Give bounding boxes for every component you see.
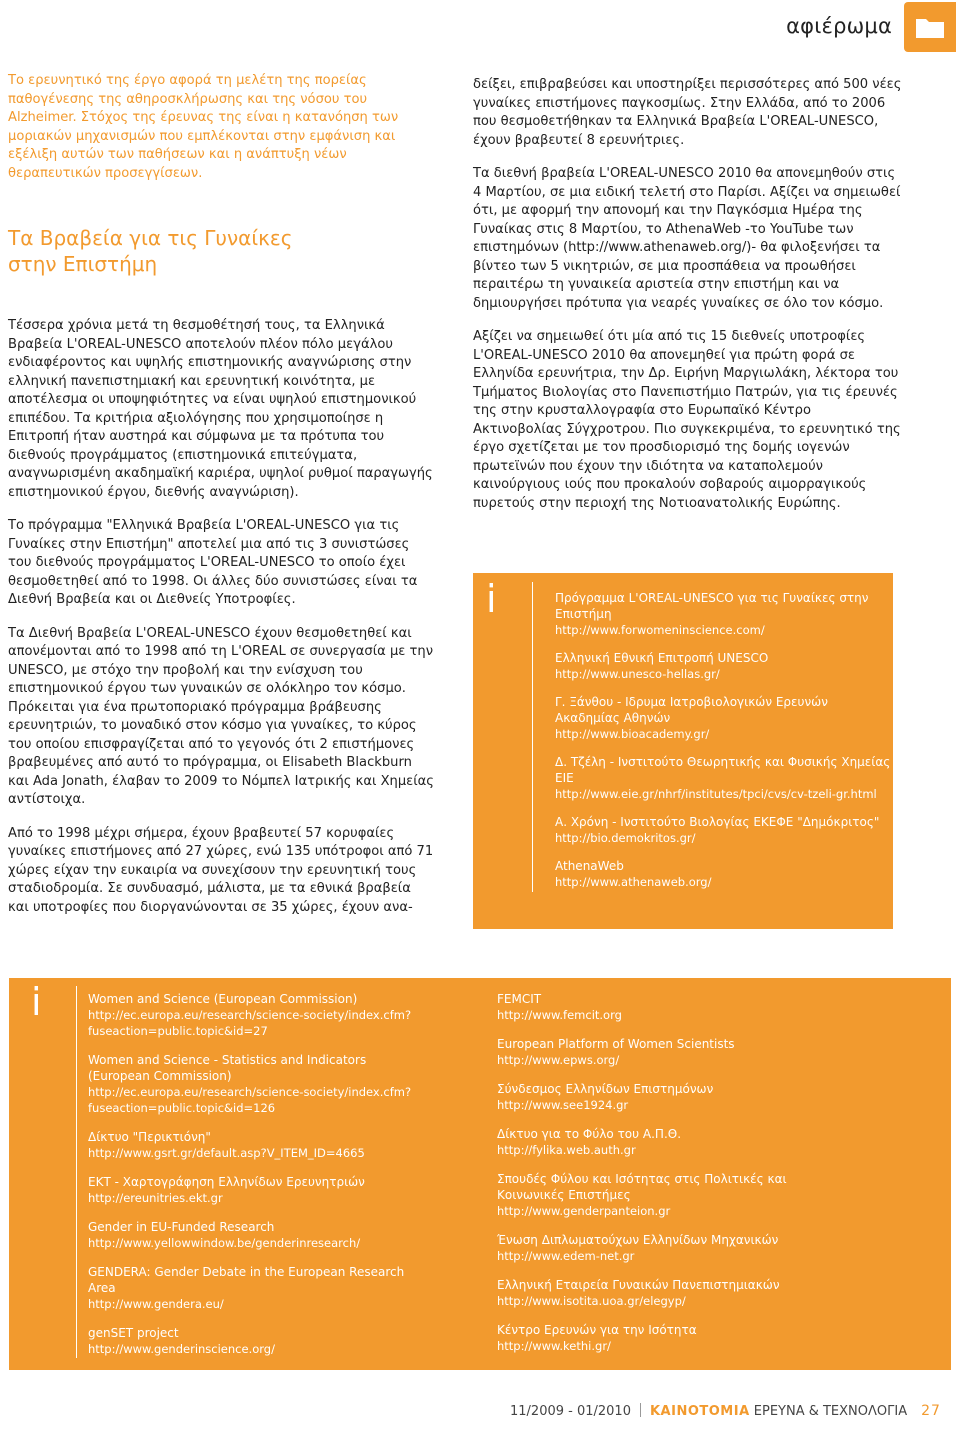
footer-divider [640,1403,641,1417]
body-paragraph: Αξίζει να σημειωθεί ότι μία από τις 15 διεθνείς υποτροφίες L'OREAL-UNESCO 2010 θα απονεμηθεί για πρώτη φορά σε Ελληνίδα ερευνήτρια, την Δρ. Ειρήνη Μαργιωλάκη, λέκτορα του Τμήματος Βιολογίας στο Πανεπιστήμιο Πατρών, για τις έρευνές της στην κρυσταλλογραφία στο Ευρωπαϊκό Κέντρο Ακτινοβολίας Σύγχροτρου. Πιο συγκεκριμένα, το ερευνητικό της έργο σχετίζεται με τον προσδιορισμό της δομής ιογενών πρωτεϊνών που έχουν την ιδιότητα να καταπολεμούν καινούργιους ιούς που προκαλούν σοβαρούς αιμορραγικούς πυρετούς στην περιοχή της Νοτιοανατολικής Ευρώπης. [473,329,901,511]
info-entry [555,754,891,802]
folder-icon [915,15,945,39]
entry-title: Πρόγραμμα L'OREAL-UNESCO για τις Γυναίκες στην Επιστήμη [555,591,869,621]
link-entry [88,1129,424,1161]
entry-link[interactable]: http://www.bioacademy.gr/ [555,727,710,741]
entry-title: FEMCIT [497,992,542,1006]
link-entry [497,1036,833,1068]
entry-link[interactable]: http://www.isotita.uoa.gr/elegyp/ [497,1294,686,1308]
info-entry [555,814,891,846]
entry-title: ΕΚΤ - Χαρτογράφηση Ελληνίδων Ερευνητριών [88,1175,365,1189]
info-entry [555,858,891,890]
link-entry [497,1232,833,1264]
body-paragraph: Τα Διεθνή Βραβεία L'OREAL-UNESCO έχουν θεσμοθετηθεί και απονέμονται από το 1998 από τη L'OREAL σε συνεργασία με την UNESCO, με στόχο την προβολή και την ενίσχυση του επιστημονικού έργου των γυναικών σε ολόκληρο τον κόσμο. Πρόκειται για ένα πρωτοποριακό πρόγραμμα βράβευσης ερευνητριών, το μοναδικό στον κόσμο για γυναίκες, το κύρος του οποίου επισφραγίζεται από το γεγονός ότι 2 επιστήμονες βραβευμένες από αυτό το πρόγραμμα, οι Elisabeth Blackburn και Ada Jonath, έλαβαν το 2009 το Νόμπελ Ιατρικής και Χημείας αντίστοιχα. [8,625,434,807]
entry-link[interactable]: http://www.femcit.org [497,1008,622,1022]
entry-title: Women and Science - Statistics and Indicators (European Commission) [88,1053,367,1083]
entry-link[interactable]: http://www.see1924.gr [497,1098,629,1112]
entry-link[interactable]: http://www.epws.org/ [497,1053,620,1067]
link-entry [88,1174,424,1206]
entry-link[interactable]: http://ec.europa.eu/research/science-society/index.cfm?fuseaction=public.topic&id=27 [88,1008,412,1038]
entry-link[interactable]: http://www.gendera.eu/ [88,1297,224,1311]
body-paragraph: Τέσσερα χρόνια μετά τη θεσμοθέτησή τους, τα Ελληνικά Βραβεία L'OREAL-UNESCO αποτελούν πλέον πόλο μεγάλου ενδιαφέροντος και υψηλής επιστημονικής αναγνώρισης στην ελληνική πανεπιστημιακή και ερευνητική κοινότητα, με αποτέλεσμα οι υποψηφιότητες να είναι υψηλού επιστημονικού επιπέδου. Τα κριτήρια αξιολόγησης που χρησιμοποίησε η Επιτροπή ήταν αυστηρά και σύμφωνα με τα πρότυπα του διεθνούς προγράμματος (επιστημονικά επιτεύγματα, αναγνωρισμένη ακαδημαϊκή καριέρα, υψηλοί ρυθμοί παραγωγής επιστημονικού έργου, διεθνής αναγνώριση). [8,318,433,500]
intro-paragraph: Το ερευνητικό της έργο αφορά τη μελέτη της πορείας παθογένεσης της αθηροσκλήρωσης και της νόσου του Alzheimer. Στόχος της έρευνας της είναι η κατανόηση των μοριακών μηχανισμών που εμπλέκονται στην εμφάνιση και εξέλιξη αυτών των παθήσεων και η ανάπτυξη νέων θεραπευτικών προσεγγίσεων. [8,73,399,181]
entry-link[interactable]: http://www.athenaweb.org/ [555,875,712,889]
entry-title: Ελληνική Εταιρεία Γυναικών Πανεπιστημιακών [497,1278,780,1292]
entry-title: Σύνδεσμος Ελληνίδων Επιστημόνων [497,1082,714,1096]
info-icon: i [486,577,497,621]
entry-link[interactable]: http://www.edem-net.gr [497,1249,635,1263]
info-entries [555,590,891,902]
entry-title: Gender in EU-Funded Research [88,1220,275,1234]
entry-title: genSET project [88,1326,179,1340]
entry-title: Ένωση Διπλωματούχων Ελληνίδων Μηχανικών [497,1233,779,1247]
body-paragraph: Από το 1998 μέχρι σήμερα, έχουν βραβευτεί 57 κορυφαίες γυναίκες επιστήμονες από 27 χώρες, ενώ 135 υπότροφοι από 71 χώρες είχαν την ευκαιρία να συνεχίσουν την ερευνητική τους σταδιοδρομία. Σε συνδυασμό, μάλιστα, με τα εθνικά βραβεία και υποτροφίες που διοργανώνονται σε 35 χώρες, έχουν ανα- [8,825,434,915]
magazine-brand: ΚΑΙΝΟΤΟΜΙΑ [649,1404,750,1419]
section-heading [8,225,435,277]
entry-link[interactable]: http://fylika.web.auth.gr [497,1143,636,1157]
body-paragraph: Το πρόγραμμα "Ελληνικά Βραβεία L'OREAL-UNESCO για τις Γυναίκες στην Επιστήμη" αποτελεί μια από τις 3 συνιστώσες του διεθνούς προγράμματος L'OREAL-UNESCO το οποίο έχει θεσμοθετηθεί από το 1998. Οι άλλες δύο συνιστώσες είναι τα Διεθνή Βραβεία και οι Διεθνείς Υποτροφίες. [8,518,418,607]
entry-title: Δίκτυο "Περικτιόνη" [88,1130,211,1144]
links-left-column [88,991,424,1370]
entry-title: GENDERA: Gender Debate in the European Research Area [88,1265,405,1295]
entry-link[interactable]: http://www.genderpanteion.gr [497,1204,671,1218]
link-entry [497,991,833,1023]
entry-title: Α. Χρόνη - Ινστιτούτο Βιολογίας ΕΚΕΦΕ "Δημόκριτος" [555,815,880,829]
divider [532,582,533,892]
entry-link[interactable]: http://www.unesco-hellas.gr/ [555,667,720,681]
section-title: αφιέρωμα [786,14,892,38]
entry-title: AthenaWeb [555,859,624,873]
entry-title: Δίκτυο για το Φύλο του Α.Π.Θ. [497,1127,682,1141]
entry-link[interactable]: http://ec.europa.eu/research/science-society/index.cfm?fuseaction=public.topic&id=126 [88,1085,412,1115]
link-entry [497,1322,833,1354]
issue-dates: 11/2009 - 01/2010 [510,1404,631,1419]
info-entry [555,650,891,682]
heading-line-1: Τα Βραβεία για τις Γυναίκες [8,226,293,250]
entry-title: Γ. Ξάνθου - Ιδρυμα Ιατροβιολογικών Ερευνών Ακαδημίας Αθηνών [555,695,828,725]
entry-link[interactable]: http://www.genderinscience.org/ [88,1342,275,1356]
entry-link[interactable]: http://www.kethi.gr/ [497,1339,611,1353]
entry-link[interactable]: http://www.yellowwindow.be/genderinresearch/ [88,1236,361,1250]
entry-link[interactable]: http://www.gsrt.gr/default.asp?V_ITEM_ID=4665 [88,1146,365,1160]
magazine-subtitle: ΕΡΕΥΝΑ & ΤΕΧΝΟΛΟΓΙΑ [753,1404,908,1419]
link-entry [88,991,424,1039]
body-paragraph: δείξει, επιβραβεύσει και υποστηρίξει περισσότερες από 500 νέες γυναίκες επιστήμονες παγκοσμίως. Στην Ελλάδα, από το 2006 που θεσμοθετήθηκαν τα Ελληνικά Βραβεία L'OREAL-UNESCO, έχουν βραβευτεί 8 ερευνήτριες. [473,77,902,148]
entry-link[interactable]: http://www.forwomeninscience.com/ [555,623,765,637]
link-entry [88,1052,424,1116]
info-box [473,573,893,929]
link-entry [497,1081,833,1113]
page-number: 27 [921,1403,941,1419]
left-column [8,72,435,932]
info-entry [555,694,891,742]
entry-title: European Platform of Women Scientists [497,1037,735,1051]
links-box [9,978,951,1370]
entry-title: Δ. Τζέλη - Ινστιτούτο Θεωρητικής και Φυσικής Χημείας ΕΙΕ [555,755,891,785]
entry-title: Σπουδές Φύλου και Ισότητας στις Πολιτικές και Κοινωνικές Επιστήμες [497,1172,787,1202]
link-entry [497,1126,833,1158]
right-column [473,76,903,528]
info-icon: i [31,980,42,1024]
links-right-column [497,991,833,1367]
entry-link[interactable]: http://bio.demokritos.gr/ [555,831,696,845]
entry-title: Κέντρο Ερευνών για την Ισότητα [497,1323,697,1337]
heading-line-2: στην Επιστήμη [8,252,158,276]
entry-title: Ελληνική Εθνική Επιτροπή UNESCO [555,651,769,665]
link-entry [88,1264,424,1312]
link-entry [88,1325,424,1357]
info-entry [555,590,891,638]
divider [76,986,77,1358]
link-entry [497,1171,833,1219]
entry-title: Women and Science (European Commission) [88,992,358,1006]
link-entry [88,1219,424,1251]
section-badge [904,2,956,52]
entry-link[interactable]: http://www.eie.gr/nhrf/institutes/tpci/cvs/cv-tzeli-gr.html [555,787,877,801]
page-footer [510,1403,941,1419]
body-paragraph: Τα διεθνή βραβεία L'OREAL-UNESCO 2010 θα απονεμηθούν στις 4 Μαρτίου, σε μια ειδική τελετή στο Παρίσι. Αξίζει να σημειωθεί ότι, με αφορμή την απονομή και την Παγκόσμια Ημέρα της Γυναίκας στις 8 Μαρτίου, το AthenaWeb -το YouTube των επιστημόνων (http://www.athenaweb.org/)- θα φιλοξενήσει τα βίντεο των 5 νικητριών, σε μια προσπάθεια να προωθήσει περαιτέρω τη γυναικεία αριστεία στην επιστήμη και να δημιουργήσει πρότυπα για νεαρές γυναίκες σε όλο τον κόσμο. [473,166,901,311]
link-entry [497,1277,833,1309]
entry-link[interactable]: http://ereunitries.ekt.gr [88,1191,223,1205]
